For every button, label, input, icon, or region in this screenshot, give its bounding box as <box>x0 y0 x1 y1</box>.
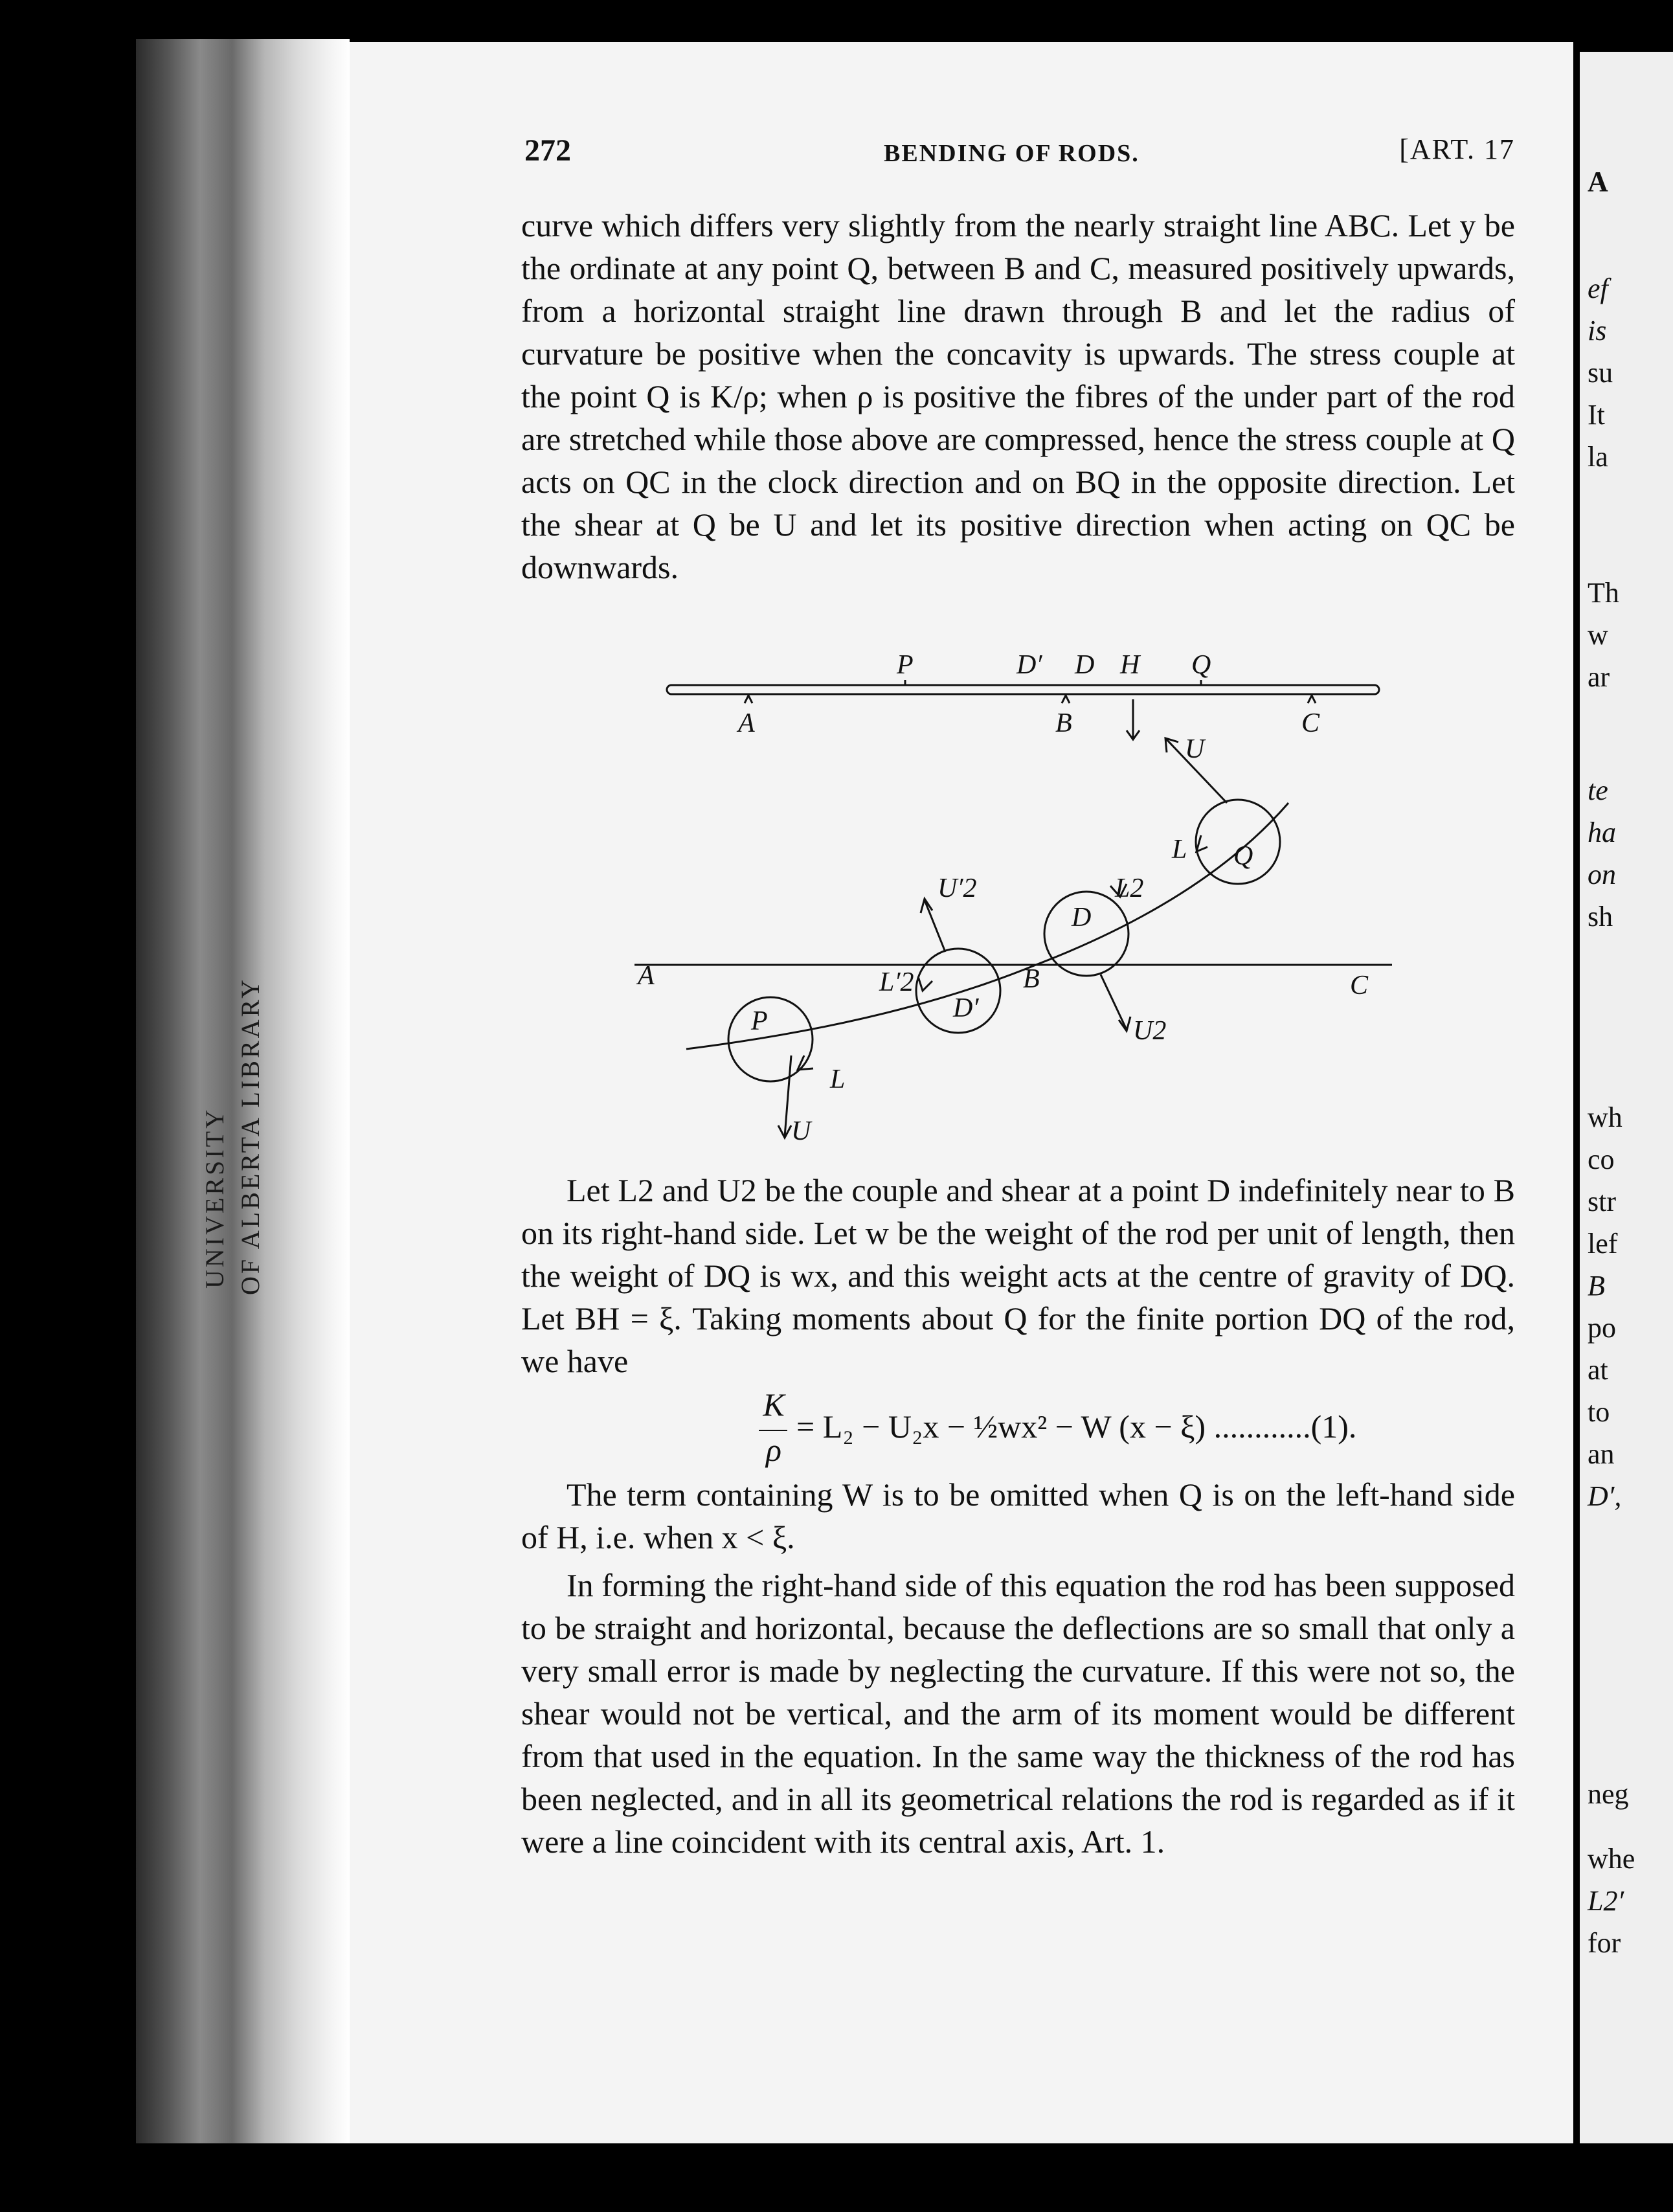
facing-fragment: Th <box>1588 577 1619 609</box>
facing-fragment: str <box>1588 1186 1616 1217</box>
paragraph-4 <box>521 1564 1515 1863</box>
facing-fragment: ha <box>1588 817 1616 848</box>
facing-fragment: L2′ <box>1588 1885 1624 1917</box>
label-A-line: A <box>638 961 655 991</box>
spine-line-2: OF ALBERTA LIBRARY <box>236 977 265 1295</box>
label-A-top: A <box>738 708 755 738</box>
label-C-top: C <box>1301 708 1320 738</box>
facing-fragment: D′, <box>1588 1480 1622 1512</box>
shear-U-at-P <box>785 1055 791 1136</box>
paragraph-1 <box>521 204 1515 589</box>
facing-fragment: at <box>1588 1354 1608 1386</box>
facing-fragment: is <box>1588 315 1607 346</box>
facing-fragment: po <box>1588 1312 1616 1344</box>
label-D-circle: D <box>1072 903 1092 932</box>
label-C-line: C <box>1350 971 1369 1000</box>
facing-fragment: ar <box>1588 661 1610 693</box>
label-Q-circle: Q <box>1233 841 1253 871</box>
label-U-P: U <box>791 1116 811 1146</box>
shear-U2 <box>1101 975 1127 1030</box>
couple-L-at-Q-arrow <box>1196 835 1207 852</box>
page-number: 272 <box>524 133 571 168</box>
facing-fragment: an <box>1588 1438 1615 1470</box>
shear-U2-prime <box>925 900 945 952</box>
support-B <box>1055 695 1072 738</box>
facing-fragment: te <box>1588 774 1608 806</box>
label-B-top: B <box>1055 708 1072 738</box>
label-P-top: P <box>897 650 914 680</box>
rod-deflection-diagram <box>622 641 1411 1146</box>
article-reference: [ART. 17 <box>1399 133 1515 165</box>
facing-fragment: for <box>1588 1927 1621 1959</box>
label-U2-prime: U′2 <box>938 874 977 903</box>
label-L-P: L <box>830 1065 846 1094</box>
label-Q-top: Q <box>1191 650 1211 680</box>
support-C <box>1301 695 1320 738</box>
label-L2: L2 <box>1115 874 1144 903</box>
facing-fragment: whe <box>1588 1843 1635 1875</box>
facing-fragment: B <box>1588 1270 1605 1302</box>
label-D-prime-circle: D′ <box>953 993 979 1023</box>
facing-fragment: It <box>1588 399 1605 431</box>
top-rod <box>667 685 1379 694</box>
label-B-line: B <box>1023 964 1040 994</box>
facing-fragment: sh <box>1588 901 1613 932</box>
label-U2: U2 <box>1133 1016 1167 1046</box>
facing-fragment: A <box>1588 166 1608 198</box>
facing-page <box>1580 52 1673 2143</box>
spine-line-1: UNIVERSITY <box>200 1107 229 1289</box>
running-header <box>524 133 1515 178</box>
paragraph-2-text: Let L2 and U2 be the couple and shear at a point D indefinitely near to B on its right-hand side. Let w be the weight of the rod per unit of length, then the weight of DQ is wx, and this weight acts at the centre of gravity of DQ. Let BH = ξ. Taking moments about Q for the finite portion DQ of the rod, we have <box>521 1172 1515 1379</box>
paragraph-2 <box>521 1169 1515 1382</box>
equation-numerator: K <box>763 1386 785 1423</box>
facing-fragment: on <box>1588 859 1616 890</box>
support-A <box>736 695 755 738</box>
equation-1 <box>758 1386 1534 1470</box>
label-D-top: D <box>1075 650 1095 680</box>
deflected-rod-curve <box>686 803 1288 1049</box>
facing-fragment: w <box>1588 619 1608 651</box>
equation-rhs: = L₂ − U₂x − ½wx² − W (x − ξ) ............(1). <box>796 1408 1357 1445</box>
paragraph-4-text: In forming the right-hand side of this equation the rod has been supposed to be straight and horizontal, because the deflections are so small that only a very small error is made by neglecting the curvature. If this were not so, the shear would not be vertical, and the arm of its moment would be different from that used in the equation. In the same way the thickness of the rod has been neglected, and in all its geometrical relations the rod is regarded as if it were a line coincident with its central axis, Art. 1. <box>521 1567 1515 1860</box>
facing-fragment: la <box>1588 441 1608 473</box>
facing-fragment: ef <box>1588 273 1608 304</box>
equation-denominator: ρ <box>766 1432 781 1468</box>
couple-L2-prime-arrow <box>918 976 932 991</box>
facing-fragment: lef <box>1588 1228 1618 1259</box>
label-L-Q: L <box>1172 835 1187 864</box>
facing-fragment: wh <box>1588 1101 1622 1133</box>
label-H-top: H <box>1120 650 1140 680</box>
facing-fragment: neg <box>1588 1778 1629 1810</box>
label-U-Q: U <box>1185 734 1205 764</box>
facing-fragment: co <box>1588 1144 1615 1175</box>
label-L2-prime: L′2 <box>879 967 914 997</box>
running-title: BENDING OF RODS. <box>884 140 1140 167</box>
paragraph-1-text: curve which differs very slightly from the nearly straight line ABC. Let y be the ordinate at any point Q, between B and C, measured positively upwards, from a horizontal straight line drawn through B and let the radius of curvature be positive when the concavity is upwards. The stress couple at the point Q is K/ρ; when ρ is positive the fibres of the under part of the rod are stretched while those above are compressed, hence the stress couple at Q acts on QC in the clock direction and on BQ in the opposite direction. Let the shear at Q be U and let its positive direction when acting on QC be downwards. <box>521 207 1515 585</box>
label-D-prime-top: D′ <box>1016 650 1042 680</box>
label-P-circle: P <box>751 1006 768 1036</box>
paragraph-3-text: The term containing W is to be omitted when Q is on the left-hand side of H, i.e. when x < ξ. <box>521 1476 1515 1555</box>
library-spine-stamp <box>194 842 272 1295</box>
paragraph-3 <box>521 1473 1515 1559</box>
facing-fragment: to <box>1588 1396 1610 1428</box>
facing-fragment: su <box>1588 357 1613 389</box>
